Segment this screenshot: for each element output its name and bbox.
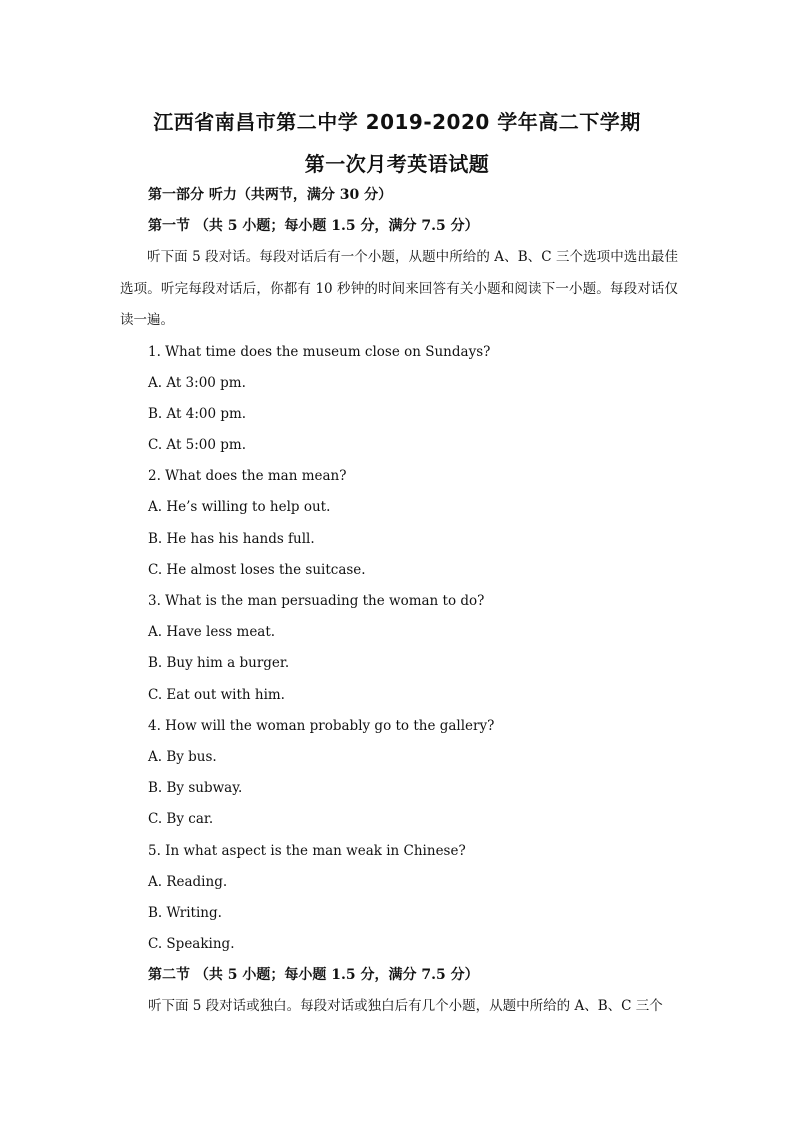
- part1-heading: 第一部分 听力（共两节，满分 30 分）: [148, 187, 393, 203]
- question-5-option-a: A. Reading.: [148, 874, 228, 890]
- question-5-option-b: B. Writing.: [148, 905, 222, 921]
- exam-title-line1: 江西省南昌市第二中学 2019-2020 学年高二下学期: [153, 110, 641, 134]
- question-2-stem: 2. What does the man mean?: [148, 468, 347, 484]
- exam-title-line2: 第一次月考英语试题: [304, 152, 490, 176]
- question-2-option-c: C. He almost loses the suitcase.: [148, 562, 366, 578]
- section1-instructions: 听下面 5 段对话。每段对话后有一个小题，从题中所给的 A、B、C 三个选项中选出最佳选项。听完每段对话后，你都有 10 秒钟的时间来回答有关小题和阅读下一小题。每段对话仅读一遍。: [120, 249, 678, 328]
- question-4-option-c: C. By car.: [148, 811, 214, 827]
- question-3-option-b: B. Buy him a burger.: [148, 655, 290, 671]
- question-1-option-b: B. At 4:00 pm.: [148, 406, 247, 422]
- question-5-stem: 5. In what aspect is the man weak in Chinese?: [148, 843, 466, 859]
- question-1-option-c: C. At 5:00 pm.: [148, 437, 247, 453]
- section1-heading: 第一节 （共 5 小题；每小题 1.5 分，满分 7.5 分）: [148, 218, 479, 234]
- question-5-option-c: C. Speaking.: [148, 936, 235, 952]
- question-4-option-a: A. By bus.: [148, 749, 217, 765]
- question-2-option-a: A. He’s willing to help out.: [148, 499, 331, 515]
- question-1-option-a: A. At 3:00 pm.: [148, 375, 246, 391]
- question-2-option-b: B. He has his hands full.: [148, 531, 315, 547]
- question-3-stem: 3. What is the man persuading the woman to do?: [148, 593, 485, 609]
- question-4-option-b: B. By subway.: [148, 780, 243, 796]
- section2-heading: 第二节 （共 5 小题；每小题 1.5 分，满分 7.5 分）: [148, 967, 479, 983]
- section2-instructions: 听下面 5 段对话或独白。每段对话或独白后有几个小题，从题中所给的 A、B、C 三个: [148, 998, 663, 1014]
- question-1-stem: 1. What time does the museum close on Sundays?: [148, 344, 491, 360]
- question-3-option-a: A. Have less meat.: [148, 624, 276, 640]
- question-4-stem: 4. How will the woman probably go to the gallery?: [148, 718, 495, 734]
- question-3-option-c: C. Eat out with him.: [148, 687, 285, 703]
